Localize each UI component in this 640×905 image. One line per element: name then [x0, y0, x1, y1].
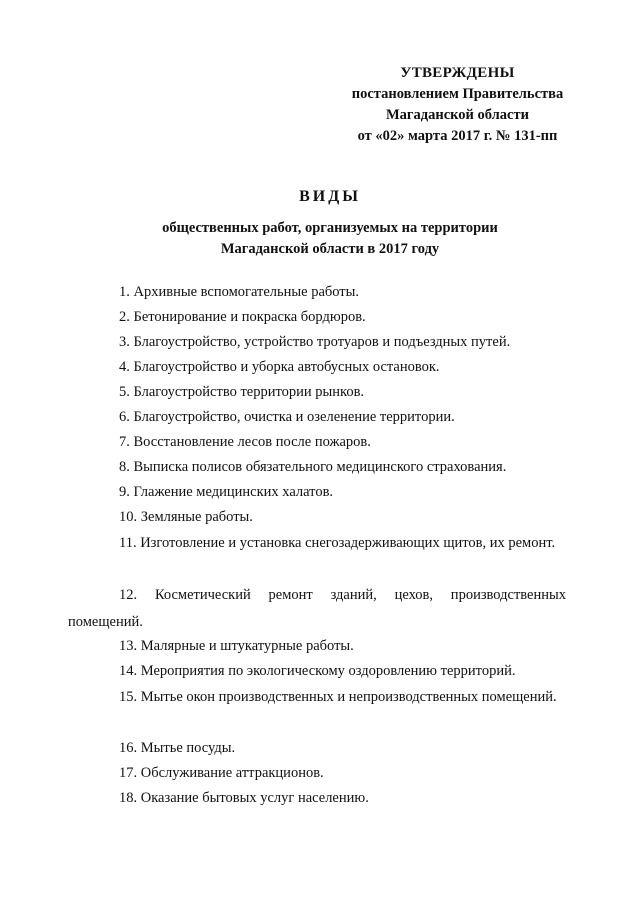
works-list — [68, 280, 566, 811]
document-title: ВИДЫ — [299, 188, 361, 205]
list-item: 2. Бетонирование и покраска бордюров. — [119, 309, 366, 325]
list-item: 4. Благоустройство и уборка автобусных остановок. — [119, 359, 440, 375]
document-subtitle — [110, 218, 550, 260]
list-item: 5. Благоустройство территории рынков. — [119, 384, 365, 400]
list-item: 8. Выписка полисов обязательного медицинского страхования. — [119, 459, 507, 475]
list-item: 10. Земляные работы. — [119, 509, 253, 525]
list-item: 13. Малярные и штукатурные работы. — [119, 638, 354, 654]
list-item: 6. Благоустройство, очистка и озеленение территории. — [119, 409, 455, 425]
subtitle-line-1: общественных работ, организуемых на территории — [162, 220, 498, 236]
approval-heading: УТВЕРЖДЕНЫ — [400, 65, 515, 81]
list-item: 9. Глажение медицинских халатов. — [119, 484, 334, 500]
list-item: 7. Восстановление лесов после пожаров. — [119, 434, 371, 450]
list-item: 16. Мытье посуды. — [119, 740, 236, 756]
list-item: 12. Косметический ремонт зданий, цехов, производственных помещений. — [68, 587, 566, 630]
subtitle-line-2: Магаданской области в 2017 году — [220, 241, 440, 257]
document-title-block — [110, 186, 550, 260]
list-item: 3. Благоустройство, устройство тротуаров и подъездных путей. — [119, 334, 511, 350]
approval-stamp — [330, 63, 585, 147]
list-item: 11. Изготовление и установка снегозадерживающих щитов, их ремонт. — [119, 535, 556, 551]
list-item: 1. Архивные вспомогательные работы. — [119, 284, 360, 300]
list-item: 18. Оказание бытовых услуг населению. — [119, 790, 369, 806]
approval-line-2: Магаданской области — [386, 107, 529, 123]
list-item: 14. Мероприятия по экологическому оздоровлению территорий. — [119, 663, 516, 679]
list-item: 15. Мытье окон производственных и непроизводственных помещений. — [119, 689, 557, 705]
approval-line-1: постановлением Правительства — [351, 86, 564, 102]
list-item: 17. Обслуживание аттракционов. — [119, 765, 324, 781]
approval-line-3: от «02» марта 2017 г. № 131-пп — [357, 128, 558, 144]
